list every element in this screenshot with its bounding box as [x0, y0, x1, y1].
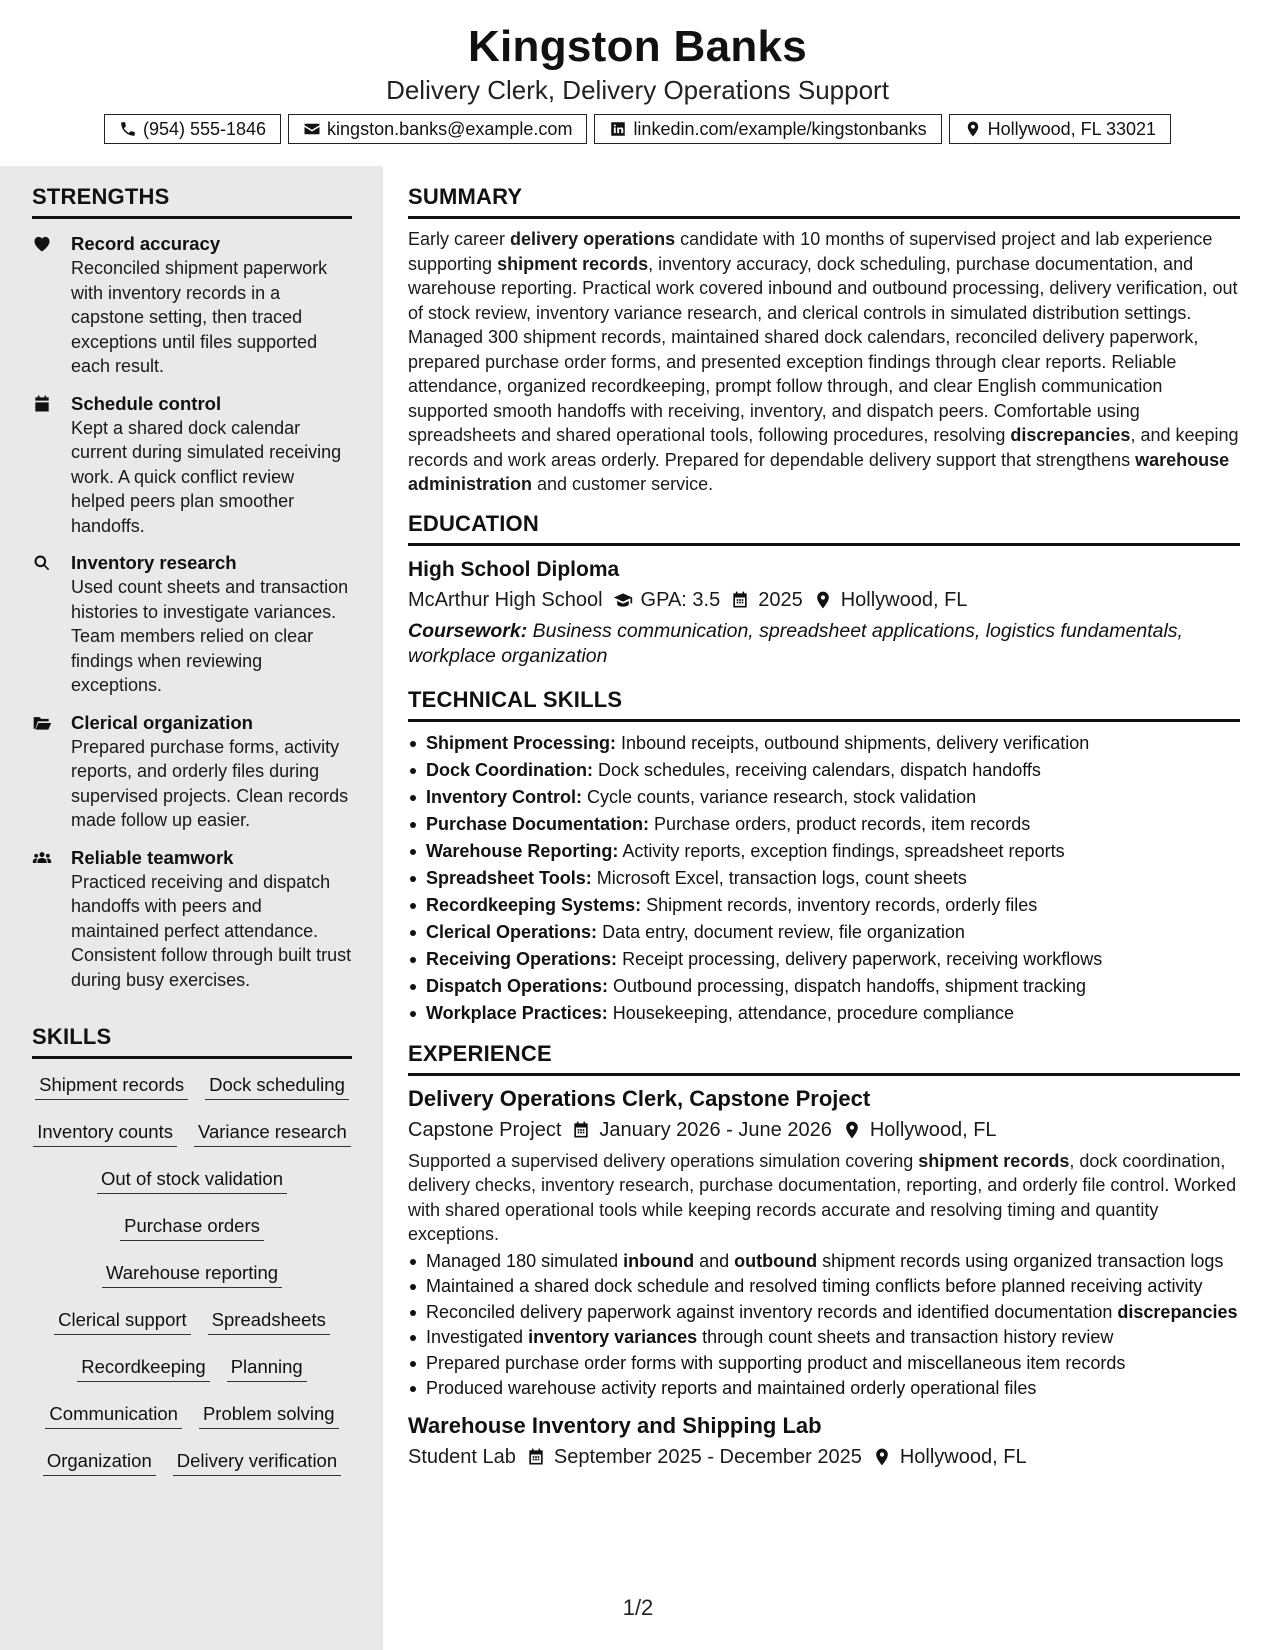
strength-title: Inventory research [71, 552, 237, 573]
strength-text: Reconciled shipment paperwork with inventory records in a capstone setting, then traced exceptions until files supported each result. [71, 258, 328, 376]
job-location: Hollywood, FL [869, 1118, 997, 1141]
gpa: GPA: 3.5 [640, 588, 721, 611]
emphasis-text: discrepancies [1117, 1301, 1238, 1322]
emphasis-text: inbound [623, 1250, 695, 1271]
skill-label: Purchase Documentation: [426, 813, 650, 834]
skill-value: Inbound receipts, outbound shipments, delivery verification [616, 732, 1090, 753]
degree-name: High School Diploma [408, 557, 620, 581]
skill-value: Microsoft Excel, transaction logs, count sheets [591, 867, 967, 888]
skill-value: Activity reports, exception findings, spreadsheet reports [618, 840, 1065, 861]
strength-text: Prepared purchase forms, activity reports, and orderly files during supervised projects. Clean records made follow up easier. [71, 736, 349, 830]
skill-label: Dock Coordination: [426, 759, 593, 780]
list-item: Maintained a shared dock schedule and resolved timing conflicts before planned receiving activity [408, 1274, 1240, 1299]
skill-tag: Delivery verification [173, 1443, 341, 1476]
map-pin-icon [872, 1447, 892, 1467]
summary-text: Early career delivery operations candidate with 10 months of supervised project and lab experience supporting shipment records, inventory accuracy, dock scheduling, purchase documentation, and warehouse reporting. Practical work covered inbound and outbound processing, delivery verification, out of stock review, inventory variance research, and clerical controls in simulated distribution settings. Managed 300 shipment records, maintained shared dock calendars, reconciled delivery paperwork, prepared purchase order forms, and presented exception findings through clear reports. Reliable attendance, organized recordkeeping, prompt follow through, and clear English communication supported smooth handoffs with receiving, inventory, and dispatch peers. Comfortable using spreadsheets and shared operational tools, following procedures, resolving discrepancies, and keeping records and work areas orderly. Prepared for dependable delivery support that strengthens warehouse administration and customer service. [408, 229, 1239, 494]
users-icon [32, 848, 52, 868]
strength-title: Reliable teamwork [71, 846, 234, 868]
strength-text: Practiced receiving and dispatch handoffs with peers and maintained perfect attendance. Consistent follow through built trust during busy exercises. [71, 871, 352, 990]
job-dates: January 2026 - June 2026 [599, 1118, 832, 1141]
strength-item [32, 551, 352, 698]
skill-label: Workplace Practices: [426, 1002, 608, 1023]
job-meta [408, 1115, 1240, 1145]
folder-open-icon [32, 713, 52, 733]
contact-bar [0, 114, 1275, 144]
calendar-icon [32, 394, 52, 414]
list-item [408, 1000, 1240, 1027]
emphasis-text: discrepancies [1010, 425, 1131, 445]
summary-title: SUMMARY [408, 184, 1240, 219]
list-item [408, 757, 1240, 784]
candidate-name: Kingston Banks [467, 22, 808, 71]
linkedin-icon [609, 120, 627, 138]
sidebar [0, 166, 383, 1650]
skill-tag: Shipment records [35, 1067, 188, 1100]
strength-item [32, 846, 352, 993]
school-location: Hollywood, FL [840, 588, 968, 611]
job-location: Hollywood, FL [899, 1445, 1027, 1468]
graduation-year: 2025 [758, 588, 803, 611]
list-item [408, 838, 1240, 865]
skill-tag: Communication [45, 1396, 182, 1429]
calendar-icon [526, 1447, 546, 1467]
job-entry [408, 1084, 1240, 1401]
contact-linkedin-text: linkedin.com/example/kingstonbanks [633, 118, 927, 139]
heart-icon [32, 234, 52, 254]
skill-tag: Out of stock validation [97, 1161, 287, 1194]
list-item: Prepared purchase order forms with supporting product and miscellaneous item records [408, 1351, 1240, 1376]
skill-tag: Planning [227, 1349, 307, 1382]
skill-value: Shipment records, inventory records, orderly files [641, 894, 1038, 915]
strength-text: Kept a shared dock calendar current during simulated receiving work. A quick conflict review helped peers plan smoother handoffs. [71, 417, 342, 536]
skill-label: Warehouse Reporting: [426, 840, 619, 861]
skill-label: Spreadsheet Tools: [426, 867, 592, 888]
skill-label: Inventory Control: [426, 786, 582, 807]
job-bullets [408, 1249, 1240, 1401]
list-item [408, 865, 1240, 892]
map-pin-icon [964, 120, 982, 138]
skill-label: Shipment Processing: [426, 732, 617, 753]
technical-skills-list [408, 730, 1240, 1027]
graduation-cap-icon [613, 590, 633, 610]
list-item [408, 973, 1240, 1000]
job-org: Student Lab [408, 1445, 516, 1468]
strength-title: Clerical organization [71, 711, 253, 733]
coursework [408, 619, 1240, 669]
list-item [408, 811, 1240, 838]
skills-section [32, 1024, 352, 1490]
calendar-icon [730, 590, 750, 610]
emphasis-text: shipment records [497, 253, 649, 274]
strength-title: Schedule control [71, 392, 222, 414]
strengths-section [32, 184, 352, 992]
list-item: Investigated inventory variances through count sheets and transaction history review [408, 1325, 1240, 1350]
technical-skills-title: TECHNICAL SKILLS [408, 687, 1240, 722]
list-item: Produced warehouse activity reports and maintained orderly operational files [408, 1376, 1240, 1401]
skill-tag: Dock scheduling [205, 1067, 349, 1100]
strength-text: Used count sheets and transaction histories to investigate variances. Team members relied on clear findings when reviewing exceptions. [71, 577, 349, 695]
summary-section [408, 184, 1240, 497]
contact-phone-text: (954) 555-1846 [142, 118, 267, 139]
skill-label: Recordkeeping Systems: [426, 894, 642, 915]
candidate-title: Delivery Clerk, Delivery Operations Support [386, 75, 889, 105]
skill-tag: Problem solving [199, 1396, 339, 1429]
strength-item [32, 711, 352, 833]
contact-location [949, 114, 1171, 144]
coursework-label: Coursework: [408, 619, 528, 642]
contact-location-text: Hollywood, FL 33021 [987, 118, 1157, 139]
contact-phone[interactable] [104, 114, 281, 144]
emphasis-text: inventory variances [528, 1327, 698, 1347]
experience-section [408, 1041, 1240, 1472]
contact-linkedin[interactable] [594, 114, 941, 144]
map-pin-icon [842, 1120, 862, 1140]
skill-value: Dock schedules, receiving calendars, dispatch handoffs [593, 759, 1041, 780]
education-title: EDUCATION [408, 511, 1240, 546]
map-pin-icon [813, 590, 833, 610]
education-section [408, 511, 1240, 669]
school-name: McArthur High School [408, 588, 603, 611]
skill-value: Housekeeping, attendance, procedure compliance [607, 1002, 1015, 1023]
contact-email[interactable] [288, 114, 587, 144]
phone-icon [119, 120, 137, 138]
skill-tag: Warehouse reporting [102, 1255, 282, 1288]
skill-value: Outbound processing, dispatch handoffs, shipment tracking [608, 975, 1086, 996]
technical-skills-section [408, 687, 1240, 1027]
calendar-icon [571, 1120, 591, 1140]
page-number: 1/2 [622, 1595, 654, 1620]
job-entry [408, 1411, 1240, 1472]
skills-title: SKILLS [32, 1024, 352, 1059]
emphasis-text: shipment records [918, 1150, 1070, 1171]
job-meta [408, 1442, 1240, 1472]
experience-title: EXPERIENCE [408, 1041, 1240, 1076]
skill-value: Data entry, document review, file organization [597, 921, 965, 942]
skill-value: Cycle counts, variance research, stock validation [582, 786, 977, 807]
skill-tag: Purchase orders [120, 1208, 264, 1241]
job-title: Delivery Operations Clerk, Capstone Project [408, 1085, 871, 1111]
contact-email-text: kingston.banks@example.com [327, 118, 573, 139]
skill-tag: Variance research [194, 1114, 351, 1147]
job-org: Capstone Project [408, 1118, 562, 1141]
skill-tag: Clerical support [54, 1302, 191, 1335]
skill-tags [32, 1067, 352, 1490]
list-item [408, 919, 1240, 946]
main-column [408, 166, 1240, 1472]
emphasis-text: outbound [734, 1250, 818, 1271]
emphasis-text: warehouse administration [408, 449, 1230, 494]
education-meta [408, 585, 1240, 615]
job-dates: September 2025 - December 2025 [553, 1445, 862, 1468]
list-item [408, 784, 1240, 811]
skill-value: Receipt processing, delivery paperwork, receiving workflows [617, 948, 1103, 969]
list-item: Managed 180 simulated inbound and outbound shipment records using organized transaction logs [408, 1249, 1240, 1274]
skill-label: Receiving Operations: [426, 948, 618, 969]
list-item [408, 946, 1240, 973]
strength-item [32, 232, 352, 379]
coursework-text: Business communication, spreadsheet applications, logistics fundamentals, workplace organization [408, 619, 1183, 667]
resume-header [0, 0, 1275, 166]
skill-tag: Spreadsheets [208, 1302, 330, 1335]
list-item [408, 730, 1240, 757]
skill-tag: Organization [43, 1443, 156, 1476]
list-item: Reconciled delivery paperwork against inventory records and identified documentation discrepancies [408, 1300, 1240, 1325]
strength-item [32, 392, 352, 539]
job-title: Warehouse Inventory and Shipping Lab [408, 1412, 822, 1438]
skill-tag: Inventory counts [33, 1114, 177, 1147]
strength-title: Record accuracy [71, 233, 221, 254]
skill-label: Dispatch Operations: [426, 975, 609, 996]
strengths-title: STRENGTHS [32, 184, 352, 219]
skill-label: Clerical Operations: [426, 921, 598, 942]
emphasis-text: delivery operations [510, 229, 676, 249]
envelope-icon [303, 120, 321, 138]
skill-tag: Recordkeeping [77, 1349, 209, 1382]
skill-value: Purchase orders, product records, item records [649, 813, 1031, 834]
list-item [408, 892, 1240, 919]
search-icon [32, 553, 52, 573]
job-description: Supported a supervised delivery operations simulation covering shipment records, dock coordination, delivery checks, inventory research, purchase documentation, reporting, and orderly file control. Worked with shared operational tools while keeping records accurate and resolving timing and quantity exceptions. [408, 1150, 1237, 1244]
